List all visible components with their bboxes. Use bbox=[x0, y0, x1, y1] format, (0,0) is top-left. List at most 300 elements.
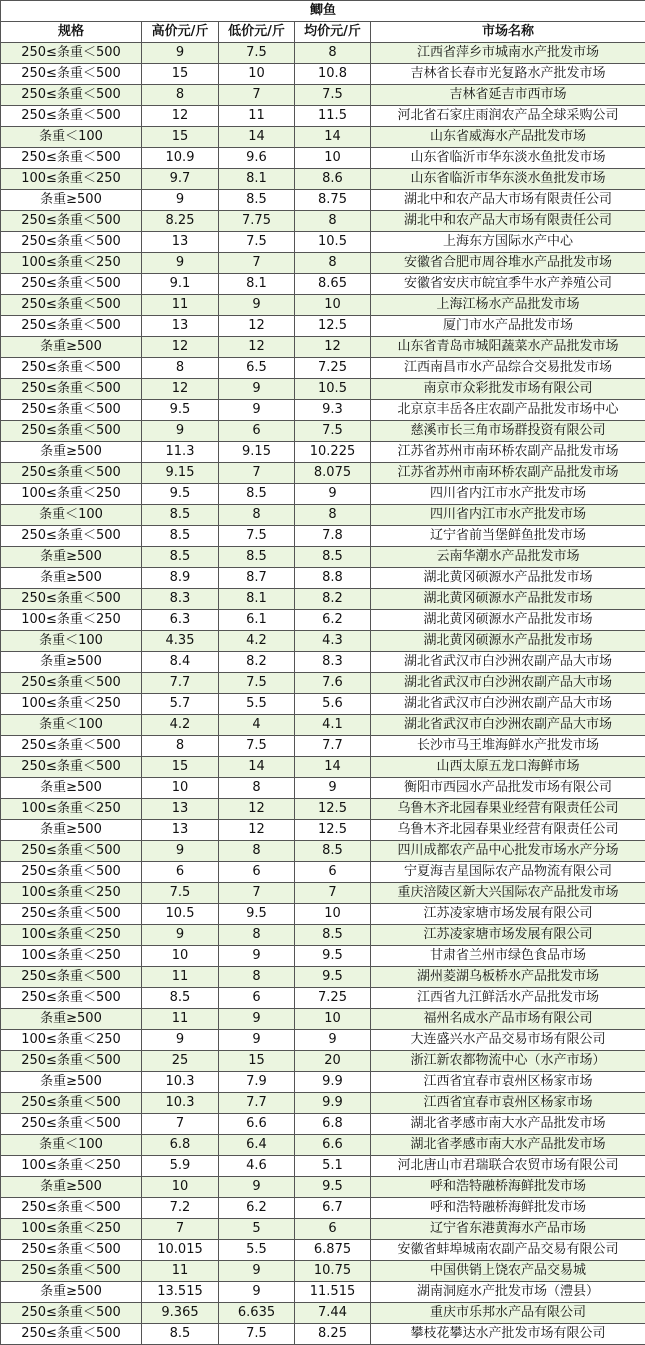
cell-low-price: 6.1 bbox=[219, 610, 295, 631]
cell-high-price: 13 bbox=[142, 820, 219, 841]
cell-high-price: 8.9 bbox=[142, 568, 219, 589]
table-row bbox=[1, 1282, 645, 1303]
cell-low-price: 6 bbox=[219, 988, 295, 1009]
cell-high-price: 5.9 bbox=[142, 1156, 219, 1177]
cell-high-price: 10.3 bbox=[142, 1093, 219, 1114]
cell-low-price: 9 bbox=[219, 1009, 295, 1030]
table-row bbox=[1, 1030, 645, 1051]
cell-low-price: 7.5 bbox=[219, 232, 295, 253]
header-market-name: 市场名称 bbox=[371, 22, 645, 43]
cell-high-price: 8.3 bbox=[142, 589, 219, 610]
cell-avg-price: 9.3 bbox=[295, 400, 371, 421]
cell-avg-price: 8.2 bbox=[295, 589, 371, 610]
cell-spec: 250≤条重＜500 bbox=[1, 106, 142, 127]
cell-market-name: 江苏凌家塘市场发展有限公司 bbox=[371, 904, 645, 925]
cell-high-price: 8.5 bbox=[142, 547, 219, 568]
cell-low-price: 7 bbox=[219, 85, 295, 106]
cell-market-name: 江苏凌家塘市场发展有限公司 bbox=[371, 925, 645, 946]
cell-avg-price: 6 bbox=[295, 862, 371, 883]
cell-spec: 250≤条重＜500 bbox=[1, 1261, 142, 1282]
cell-high-price: 8.5 bbox=[142, 988, 219, 1009]
cell-low-price: 12 bbox=[219, 337, 295, 358]
cell-market-name: 湖北黄冈硕源水产品批发市场 bbox=[371, 631, 645, 652]
cell-high-price: 4.35 bbox=[142, 631, 219, 652]
cell-market-name: 山东省临沂市华东淡水鱼批发市场 bbox=[371, 148, 645, 169]
cell-market-name: 上海江杨水产品批发市场 bbox=[371, 295, 645, 316]
cell-avg-price: 6.7 bbox=[295, 1198, 371, 1219]
table-row bbox=[1, 694, 645, 715]
cell-low-price: 6 bbox=[219, 862, 295, 883]
cell-high-price: 9 bbox=[142, 421, 219, 442]
cell-market-name: 湖北中和农产品大市场有限责任公司 bbox=[371, 190, 645, 211]
table-row bbox=[1, 1219, 645, 1240]
cell-low-price: 14 bbox=[219, 127, 295, 148]
cell-market-name: 乌鲁木齐北园春果业经营有限责任公司 bbox=[371, 799, 645, 820]
cell-high-price: 6.8 bbox=[142, 1135, 219, 1156]
cell-high-price: 9 bbox=[142, 841, 219, 862]
cell-avg-price: 12.5 bbox=[295, 820, 371, 841]
table-title: 鲫鱼 bbox=[1, 1, 645, 22]
cell-avg-price: 10.5 bbox=[295, 232, 371, 253]
cell-spec: 250≤条重＜500 bbox=[1, 589, 142, 610]
table-row bbox=[1, 925, 645, 946]
cell-high-price: 10 bbox=[142, 778, 219, 799]
cell-spec: 250≤条重＜500 bbox=[1, 232, 142, 253]
cell-spec: 250≤条重＜500 bbox=[1, 295, 142, 316]
cell-low-price: 8.1 bbox=[219, 274, 295, 295]
cell-low-price: 6.2 bbox=[219, 1198, 295, 1219]
cell-market-name: 浙江新农都物流中心（水产市场） bbox=[371, 1051, 645, 1072]
cell-high-price: 13 bbox=[142, 799, 219, 820]
cell-market-name: 湖南洞庭水产批发市场（澧县） bbox=[371, 1282, 645, 1303]
cell-avg-price: 4.3 bbox=[295, 631, 371, 652]
cell-spec: 250≤条重＜500 bbox=[1, 1114, 142, 1135]
cell-avg-price: 8.25 bbox=[295, 1324, 371, 1345]
table-row bbox=[1, 106, 645, 127]
table-row bbox=[1, 463, 645, 484]
cell-spec: 100≤条重＜250 bbox=[1, 1219, 142, 1240]
cell-high-price: 11.3 bbox=[142, 442, 219, 463]
table-row bbox=[1, 484, 645, 505]
cell-spec: 250≤条重＜500 bbox=[1, 1093, 142, 1114]
cell-market-name: 湖北省武汉市白沙洲农副产品大市场 bbox=[371, 673, 645, 694]
cell-high-price: 12 bbox=[142, 379, 219, 400]
cell-high-price: 10.9 bbox=[142, 148, 219, 169]
table-row bbox=[1, 883, 645, 904]
table-row bbox=[1, 1303, 645, 1324]
cell-spec: 250≤条重＜500 bbox=[1, 421, 142, 442]
cell-avg-price: 10 bbox=[295, 295, 371, 316]
cell-high-price: 10 bbox=[142, 1177, 219, 1198]
cell-avg-price: 7.25 bbox=[295, 988, 371, 1009]
cell-avg-price: 8.5 bbox=[295, 841, 371, 862]
cell-market-name: 湖北省武汉市白沙洲农副产品大市场 bbox=[371, 652, 645, 673]
cell-high-price: 12 bbox=[142, 106, 219, 127]
cell-market-name: 山西太原五龙口海鲜市场 bbox=[371, 757, 645, 778]
cell-market-name: 大连盛兴水产品交易市场有限公司 bbox=[371, 1030, 645, 1051]
cell-low-price: 8 bbox=[219, 778, 295, 799]
cell-avg-price: 5.1 bbox=[295, 1156, 371, 1177]
cell-high-price: 10 bbox=[142, 946, 219, 967]
cell-low-price: 9 bbox=[219, 400, 295, 421]
cell-avg-price: 7 bbox=[295, 883, 371, 904]
cell-high-price: 8 bbox=[142, 85, 219, 106]
cell-high-price: 9 bbox=[142, 43, 219, 64]
cell-high-price: 7.5 bbox=[142, 883, 219, 904]
header-avg-price: 均价元/斤 bbox=[295, 22, 371, 43]
cell-high-price: 8.25 bbox=[142, 211, 219, 232]
cell-avg-price: 10 bbox=[295, 904, 371, 925]
cell-avg-price: 11.5 bbox=[295, 106, 371, 127]
cell-spec: 条重≥500 bbox=[1, 820, 142, 841]
table-row bbox=[1, 358, 645, 379]
cell-avg-price: 6.6 bbox=[295, 1135, 371, 1156]
cell-spec: 250≤条重＜500 bbox=[1, 673, 142, 694]
cell-low-price: 12 bbox=[219, 316, 295, 337]
cell-market-name: 衡阳市西园水产品批发市场有限公司 bbox=[371, 778, 645, 799]
cell-high-price: 9.15 bbox=[142, 463, 219, 484]
cell-market-name: 中国供销上饶农产品交易城 bbox=[371, 1261, 645, 1282]
cell-avg-price: 8.075 bbox=[295, 463, 371, 484]
cell-high-price: 7.7 bbox=[142, 673, 219, 694]
cell-spec: 100≤条重＜250 bbox=[1, 610, 142, 631]
cell-spec: 条重≥500 bbox=[1, 337, 142, 358]
table-row bbox=[1, 1093, 645, 1114]
cell-avg-price: 6 bbox=[295, 1219, 371, 1240]
cell-low-price: 7 bbox=[219, 463, 295, 484]
table-row bbox=[1, 337, 645, 358]
cell-low-price: 6.4 bbox=[219, 1135, 295, 1156]
cell-low-price: 6.635 bbox=[219, 1303, 295, 1324]
cell-market-name: 甘肃省兰州市绿色食品市场 bbox=[371, 946, 645, 967]
table-row bbox=[1, 43, 645, 64]
table-row bbox=[1, 64, 645, 85]
cell-high-price: 15 bbox=[142, 64, 219, 85]
cell-low-price: 7.5 bbox=[219, 526, 295, 547]
cell-spec: 250≤条重＜500 bbox=[1, 379, 142, 400]
cell-low-price: 4.6 bbox=[219, 1156, 295, 1177]
cell-high-price: 9.365 bbox=[142, 1303, 219, 1324]
header-spec: 规格 bbox=[1, 22, 142, 43]
cell-market-name: 云南华潮水产品批发市场 bbox=[371, 547, 645, 568]
cell-market-name: 辽宁省前当堡鲜鱼批发市场 bbox=[371, 526, 645, 547]
table-row bbox=[1, 841, 645, 862]
cell-market-name: 湖北黄冈硕源水产品批发市场 bbox=[371, 568, 645, 589]
cell-market-name: 湖北省武汉市白沙洲农副产品大市场 bbox=[371, 694, 645, 715]
cell-avg-price: 12.5 bbox=[295, 799, 371, 820]
cell-market-name: 湖北省孝感市南大水产品批发市场 bbox=[371, 1135, 645, 1156]
cell-avg-price: 7.7 bbox=[295, 736, 371, 757]
table-row bbox=[1, 526, 645, 547]
cell-avg-price: 8 bbox=[295, 253, 371, 274]
cell-avg-price: 9.9 bbox=[295, 1093, 371, 1114]
table-row bbox=[1, 1261, 645, 1282]
cell-low-price: 9.15 bbox=[219, 442, 295, 463]
cell-avg-price: 10.75 bbox=[295, 1261, 371, 1282]
cell-spec: 100≤条重＜250 bbox=[1, 694, 142, 715]
cell-spec: 250≤条重＜500 bbox=[1, 43, 142, 64]
cell-market-name: 湖北黄冈硕源水产品批发市场 bbox=[371, 589, 645, 610]
table-row bbox=[1, 1072, 645, 1093]
cell-spec: 100≤条重＜250 bbox=[1, 1030, 142, 1051]
cell-market-name: 呼和浩特融桥海鲜批发市场 bbox=[371, 1198, 645, 1219]
table-row bbox=[1, 1156, 645, 1177]
cell-spec: 100≤条重＜250 bbox=[1, 169, 142, 190]
cell-market-name: 长沙市马王堆海鲜水产批发市场 bbox=[371, 736, 645, 757]
cell-high-price: 15 bbox=[142, 127, 219, 148]
table-row bbox=[1, 715, 645, 736]
cell-high-price: 6.3 bbox=[142, 610, 219, 631]
cell-spec: 250≤条重＜500 bbox=[1, 1051, 142, 1072]
cell-avg-price: 9.5 bbox=[295, 946, 371, 967]
cell-low-price: 10 bbox=[219, 64, 295, 85]
cell-high-price: 15 bbox=[142, 757, 219, 778]
cell-spec: 100≤条重＜250 bbox=[1, 925, 142, 946]
cell-high-price: 8.5 bbox=[142, 505, 219, 526]
cell-market-name: 江西省宜春市袁州区杨家市场 bbox=[371, 1093, 645, 1114]
cell-low-price: 8.5 bbox=[219, 547, 295, 568]
cell-market-name: 山东省威海水产品批发市场 bbox=[371, 127, 645, 148]
cell-spec: 条重＜100 bbox=[1, 715, 142, 736]
table-row bbox=[1, 799, 645, 820]
cell-high-price: 11 bbox=[142, 1009, 219, 1030]
cell-avg-price: 14 bbox=[295, 757, 371, 778]
cell-low-price: 6.6 bbox=[219, 1114, 295, 1135]
cell-market-name: 江西省宜春市袁州区杨家市场 bbox=[371, 1072, 645, 1093]
cell-high-price: 9 bbox=[142, 1030, 219, 1051]
header-row bbox=[1, 22, 645, 43]
cell-spec: 条重＜100 bbox=[1, 631, 142, 652]
cell-avg-price: 8.6 bbox=[295, 169, 371, 190]
cell-low-price: 7.75 bbox=[219, 211, 295, 232]
cell-avg-price: 8.75 bbox=[295, 190, 371, 211]
cell-high-price: 13.515 bbox=[142, 1282, 219, 1303]
cell-high-price: 9.1 bbox=[142, 274, 219, 295]
table-row bbox=[1, 589, 645, 610]
cell-avg-price: 6.8 bbox=[295, 1114, 371, 1135]
cell-low-price: 9 bbox=[219, 1261, 295, 1282]
cell-low-price: 7 bbox=[219, 253, 295, 274]
table-row bbox=[1, 610, 645, 631]
cell-spec: 条重≥500 bbox=[1, 568, 142, 589]
cell-spec: 250≤条重＜500 bbox=[1, 316, 142, 337]
cell-high-price: 9.7 bbox=[142, 169, 219, 190]
cell-market-name: 慈溪市长三角市场群投资有限公司 bbox=[371, 421, 645, 442]
cell-avg-price: 9 bbox=[295, 1030, 371, 1051]
cell-avg-price: 9.5 bbox=[295, 967, 371, 988]
table-row bbox=[1, 1177, 645, 1198]
cell-spec: 条重≥500 bbox=[1, 652, 142, 673]
cell-low-price: 9 bbox=[219, 946, 295, 967]
table-row bbox=[1, 988, 645, 1009]
cell-avg-price: 10.5 bbox=[295, 379, 371, 400]
cell-spec: 100≤条重＜250 bbox=[1, 946, 142, 967]
table-row bbox=[1, 253, 645, 274]
cell-market-name: 宁夏海吉星国际农产品物流有限公司 bbox=[371, 862, 645, 883]
cell-low-price: 8 bbox=[219, 841, 295, 862]
table-row bbox=[1, 400, 645, 421]
table-row bbox=[1, 1324, 645, 1345]
cell-high-price: 11 bbox=[142, 295, 219, 316]
cell-avg-price: 6.2 bbox=[295, 610, 371, 631]
cell-high-price: 13 bbox=[142, 232, 219, 253]
cell-low-price: 14 bbox=[219, 757, 295, 778]
cell-market-name: 乌鲁木齐北园春果业经营有限责任公司 bbox=[371, 820, 645, 841]
cell-high-price: 8.4 bbox=[142, 652, 219, 673]
cell-low-price: 5.5 bbox=[219, 1240, 295, 1261]
table-row bbox=[1, 232, 645, 253]
cell-high-price: 10.5 bbox=[142, 904, 219, 925]
cell-spec: 100≤条重＜250 bbox=[1, 253, 142, 274]
cell-high-price: 10.3 bbox=[142, 1072, 219, 1093]
cell-spec: 100≤条重＜250 bbox=[1, 799, 142, 820]
cell-low-price: 8.2 bbox=[219, 652, 295, 673]
cell-avg-price: 7.44 bbox=[295, 1303, 371, 1324]
cell-market-name: 攀枝花攀达水产批发市场有限公司 bbox=[371, 1324, 645, 1345]
cell-low-price: 4.2 bbox=[219, 631, 295, 652]
table-row bbox=[1, 421, 645, 442]
cell-low-price: 8 bbox=[219, 505, 295, 526]
table-row bbox=[1, 946, 645, 967]
cell-spec: 250≤条重＜500 bbox=[1, 526, 142, 547]
cell-spec: 250≤条重＜500 bbox=[1, 862, 142, 883]
cell-high-price: 9 bbox=[142, 190, 219, 211]
cell-market-name: 河北省石家庄雨润农产品全球采购公司 bbox=[371, 106, 645, 127]
cell-spec: 250≤条重＜500 bbox=[1, 904, 142, 925]
title-row bbox=[1, 1, 645, 22]
cell-high-price: 6 bbox=[142, 862, 219, 883]
cell-high-price: 11 bbox=[142, 1261, 219, 1282]
cell-avg-price: 7.5 bbox=[295, 85, 371, 106]
cell-market-name: 四川成都农产品中心批发市场水产分场 bbox=[371, 841, 645, 862]
cell-market-name: 湖州菱湖乌板桥水产品批发市场 bbox=[371, 967, 645, 988]
cell-low-price: 11 bbox=[219, 106, 295, 127]
cell-high-price: 9.5 bbox=[142, 484, 219, 505]
cell-low-price: 9 bbox=[219, 1282, 295, 1303]
cell-low-price: 8 bbox=[219, 967, 295, 988]
cell-market-name: 吉林省长春市光复路水产批发市场 bbox=[371, 64, 645, 85]
cell-low-price: 7.5 bbox=[219, 43, 295, 64]
cell-market-name: 江苏省苏州市南环桥农副产品批发市场 bbox=[371, 463, 645, 484]
cell-spec: 250≤条重＜500 bbox=[1, 841, 142, 862]
cell-spec: 100≤条重＜250 bbox=[1, 484, 142, 505]
cell-high-price: 12 bbox=[142, 337, 219, 358]
cell-market-name: 重庆涪陵区新大兴国际农产品批发市场 bbox=[371, 883, 645, 904]
table-row bbox=[1, 778, 645, 799]
cell-avg-price: 4.1 bbox=[295, 715, 371, 736]
cell-low-price: 9 bbox=[219, 295, 295, 316]
cell-low-price: 5.5 bbox=[219, 694, 295, 715]
table-row bbox=[1, 190, 645, 211]
cell-avg-price: 8.5 bbox=[295, 925, 371, 946]
cell-spec: 250≤条重＜500 bbox=[1, 736, 142, 757]
cell-market-name: 山东省青岛市城阳蔬菜水产品批发市场 bbox=[371, 337, 645, 358]
cell-high-price: 7.2 bbox=[142, 1198, 219, 1219]
cell-spec: 条重≥500 bbox=[1, 190, 142, 211]
cell-spec: 250≤条重＜500 bbox=[1, 967, 142, 988]
table-row bbox=[1, 505, 645, 526]
cell-avg-price: 8 bbox=[295, 505, 371, 526]
cell-low-price: 12 bbox=[219, 799, 295, 820]
cell-avg-price: 7.5 bbox=[295, 421, 371, 442]
cell-high-price: 11 bbox=[142, 967, 219, 988]
cell-low-price: 8.7 bbox=[219, 568, 295, 589]
cell-low-price: 7.5 bbox=[219, 736, 295, 757]
table-row bbox=[1, 169, 645, 190]
cell-low-price: 9 bbox=[219, 1030, 295, 1051]
cell-market-name: 吉林省延吉市西市场 bbox=[371, 85, 645, 106]
table-row bbox=[1, 757, 645, 778]
cell-low-price: 7.5 bbox=[219, 1324, 295, 1345]
cell-market-name: 江苏省苏州市南环桥农副产品批发市场 bbox=[371, 442, 645, 463]
cell-market-name: 湖北省武汉市白沙洲农副产品大市场 bbox=[371, 715, 645, 736]
cell-spec: 条重≥500 bbox=[1, 1282, 142, 1303]
cell-high-price: 13 bbox=[142, 316, 219, 337]
cell-low-price: 5 bbox=[219, 1219, 295, 1240]
cell-low-price: 8.5 bbox=[219, 484, 295, 505]
cell-low-price: 9.6 bbox=[219, 148, 295, 169]
cell-avg-price: 5.6 bbox=[295, 694, 371, 715]
cell-avg-price: 7.6 bbox=[295, 673, 371, 694]
cell-spec: 250≤条重＜500 bbox=[1, 1303, 142, 1324]
cell-high-price: 8.5 bbox=[142, 1324, 219, 1345]
cell-high-price: 4.2 bbox=[142, 715, 219, 736]
cell-low-price: 7.7 bbox=[219, 1093, 295, 1114]
cell-spec: 250≤条重＜500 bbox=[1, 211, 142, 232]
cell-high-price: 9.5 bbox=[142, 400, 219, 421]
table-row bbox=[1, 820, 645, 841]
cell-low-price: 9 bbox=[219, 1177, 295, 1198]
table-row bbox=[1, 295, 645, 316]
cell-market-name: 湖北中和农产品大市场有限责任公司 bbox=[371, 211, 645, 232]
cell-spec: 250≤条重＜500 bbox=[1, 463, 142, 484]
cell-avg-price: 9 bbox=[295, 778, 371, 799]
cell-avg-price: 8.65 bbox=[295, 274, 371, 295]
cell-avg-price: 12 bbox=[295, 337, 371, 358]
table-row bbox=[1, 1240, 645, 1261]
cell-low-price: 6.5 bbox=[219, 358, 295, 379]
cell-avg-price: 12.5 bbox=[295, 316, 371, 337]
cell-spec: 250≤条重＜500 bbox=[1, 358, 142, 379]
cell-low-price: 4 bbox=[219, 715, 295, 736]
cell-spec: 100≤条重＜250 bbox=[1, 883, 142, 904]
cell-spec: 条重＜100 bbox=[1, 1135, 142, 1156]
cell-market-name: 福州名成水产品市场有限公司 bbox=[371, 1009, 645, 1030]
cell-low-price: 6 bbox=[219, 421, 295, 442]
table-body bbox=[1, 43, 645, 1345]
cell-low-price: 8 bbox=[219, 925, 295, 946]
cell-avg-price: 20 bbox=[295, 1051, 371, 1072]
cell-market-name: 四川省内江市水产批发市场 bbox=[371, 484, 645, 505]
cell-low-price: 15 bbox=[219, 1051, 295, 1072]
cell-spec: 100≤条重＜250 bbox=[1, 1156, 142, 1177]
table-row bbox=[1, 85, 645, 106]
cell-avg-price: 8.8 bbox=[295, 568, 371, 589]
cell-avg-price: 11.515 bbox=[295, 1282, 371, 1303]
table-row bbox=[1, 862, 645, 883]
cell-spec: 250≤条重＜500 bbox=[1, 1198, 142, 1219]
cell-low-price: 9 bbox=[219, 379, 295, 400]
cell-market-name: 江西省萍乡市城南水产批发市场 bbox=[371, 43, 645, 64]
cell-spec: 250≤条重＜500 bbox=[1, 400, 142, 421]
cell-avg-price: 9 bbox=[295, 484, 371, 505]
table-row bbox=[1, 631, 645, 652]
cell-spec: 250≤条重＜500 bbox=[1, 274, 142, 295]
cell-spec: 条重≥500 bbox=[1, 1177, 142, 1198]
cell-spec: 条重≥500 bbox=[1, 1072, 142, 1093]
table-row bbox=[1, 379, 645, 400]
cell-market-name: 北京京丰岳各庄农副产品批发市场中心 bbox=[371, 400, 645, 421]
